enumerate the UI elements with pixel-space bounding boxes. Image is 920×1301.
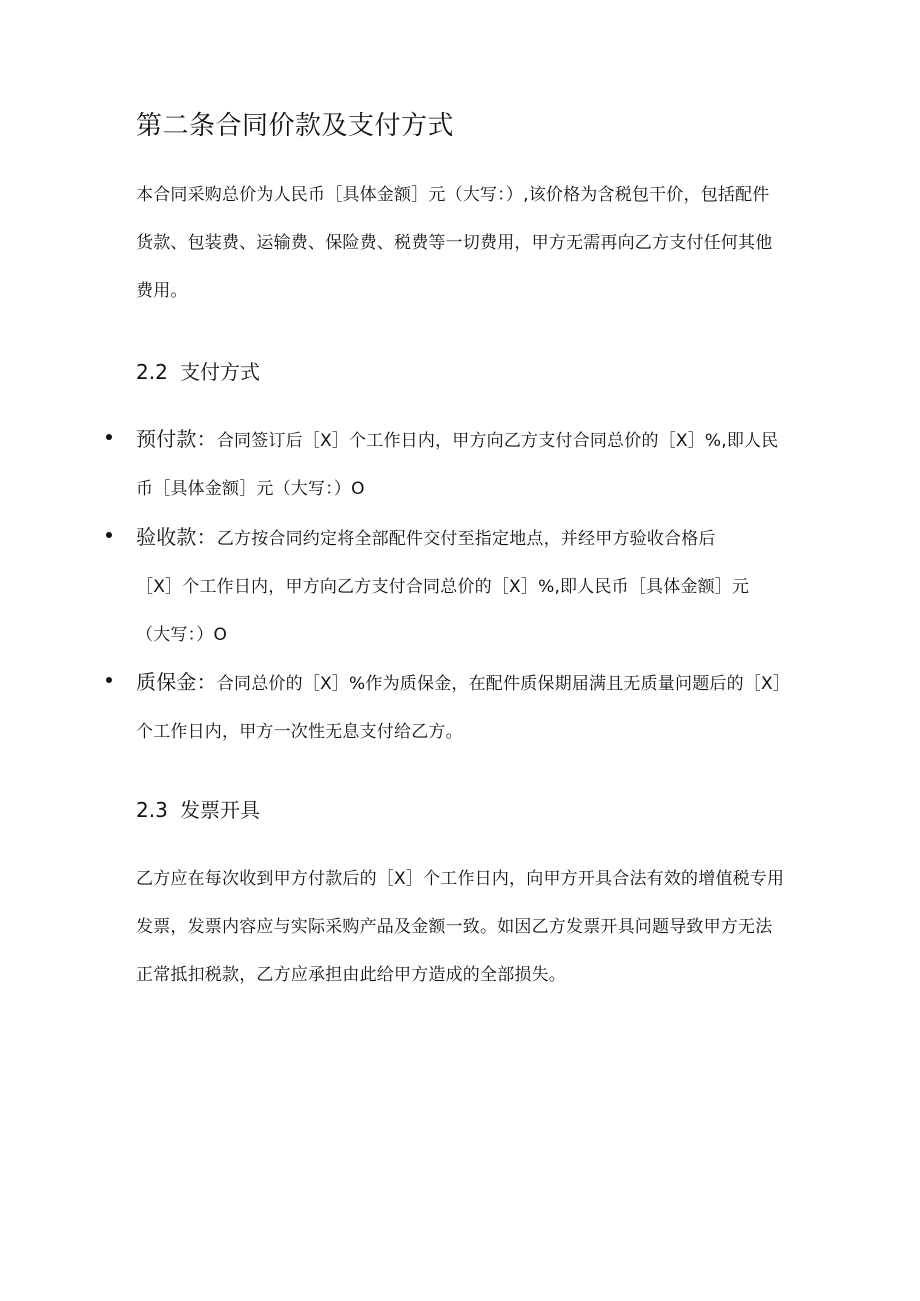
bullet-dot-icon bbox=[106, 434, 112, 440]
article-title: 第二条合同价款及支付方式 bbox=[136, 111, 455, 141]
invoice-paragraph-line-2: 发票，发票内容应与实际采购产品及金额一致。如因乙方发票开具问题导致甲方无法 bbox=[136, 917, 773, 937]
warranty-term: 质保金： bbox=[136, 670, 217, 694]
advance-term: 预付款： bbox=[136, 427, 217, 451]
bullet-dot-icon bbox=[106, 532, 112, 538]
section-2-2-title: 支付方式 bbox=[180, 360, 260, 384]
acceptance-line-2: ［X］个工作日内，甲方向乙方支付合同总价的［X］%,即人民币［具体金额］元 bbox=[136, 577, 750, 597]
acceptance-term: 验收款： bbox=[136, 525, 217, 549]
warranty-line-1: 合同总价的［X］%作为质保金，在配件质保期届满且无质量问题后的［X］ bbox=[216, 674, 791, 694]
acceptance-line-1: 乙方按合同约定将全部配件交付至指定地点，并经甲方验收合格后 bbox=[216, 529, 716, 549]
price-paragraph-line-3: 费用。 bbox=[136, 281, 188, 301]
payment-item-acceptance-body bbox=[136, 513, 806, 659]
invoice-paragraph-line-3: 正常抵扣税款，乙方应承担由此给甲方造成的全部损失。 bbox=[136, 965, 566, 985]
warranty-line-2: 个工作日内，甲方一次性无息支付给乙方。 bbox=[136, 722, 463, 742]
price-paragraph-line-2: 货款、包装费、运输费、保险费、税费等一切费用，甲方无需再向乙方支付任何其他 bbox=[136, 233, 773, 253]
section-2-3-heading bbox=[136, 795, 260, 825]
invoice-paragraph bbox=[136, 855, 796, 999]
invoice-paragraph-line-1: 乙方应在每次收到甲方付款后的［X］个工作日内，向甲方开具合法有效的增值税专用 bbox=[136, 869, 785, 889]
payment-item-warranty-body bbox=[136, 658, 806, 756]
payment-item-advance-body bbox=[136, 415, 806, 513]
acceptance-line-3: （大写：）O bbox=[136, 625, 228, 645]
advance-line-2: 币［具体金额］元（大写：）O bbox=[136, 479, 365, 499]
section-2-3-number: 2.3 bbox=[136, 798, 168, 822]
section-2-2-number: 2.2 bbox=[136, 360, 168, 384]
section-2-2-heading bbox=[136, 357, 260, 387]
advance-line-1: 合同签订后［X］个工作日内，甲方向乙方支付合同总价的［X］%,即人民 bbox=[216, 431, 779, 451]
section-2-3-title: 发票开具 bbox=[180, 798, 260, 822]
price-paragraph bbox=[136, 171, 796, 315]
bullet-dot-icon bbox=[106, 677, 112, 683]
price-paragraph-line-1: 本合同采购总价为人民币［具体金额］元（大写：）,该价格为含税包干价，包括配件 bbox=[136, 185, 770, 205]
